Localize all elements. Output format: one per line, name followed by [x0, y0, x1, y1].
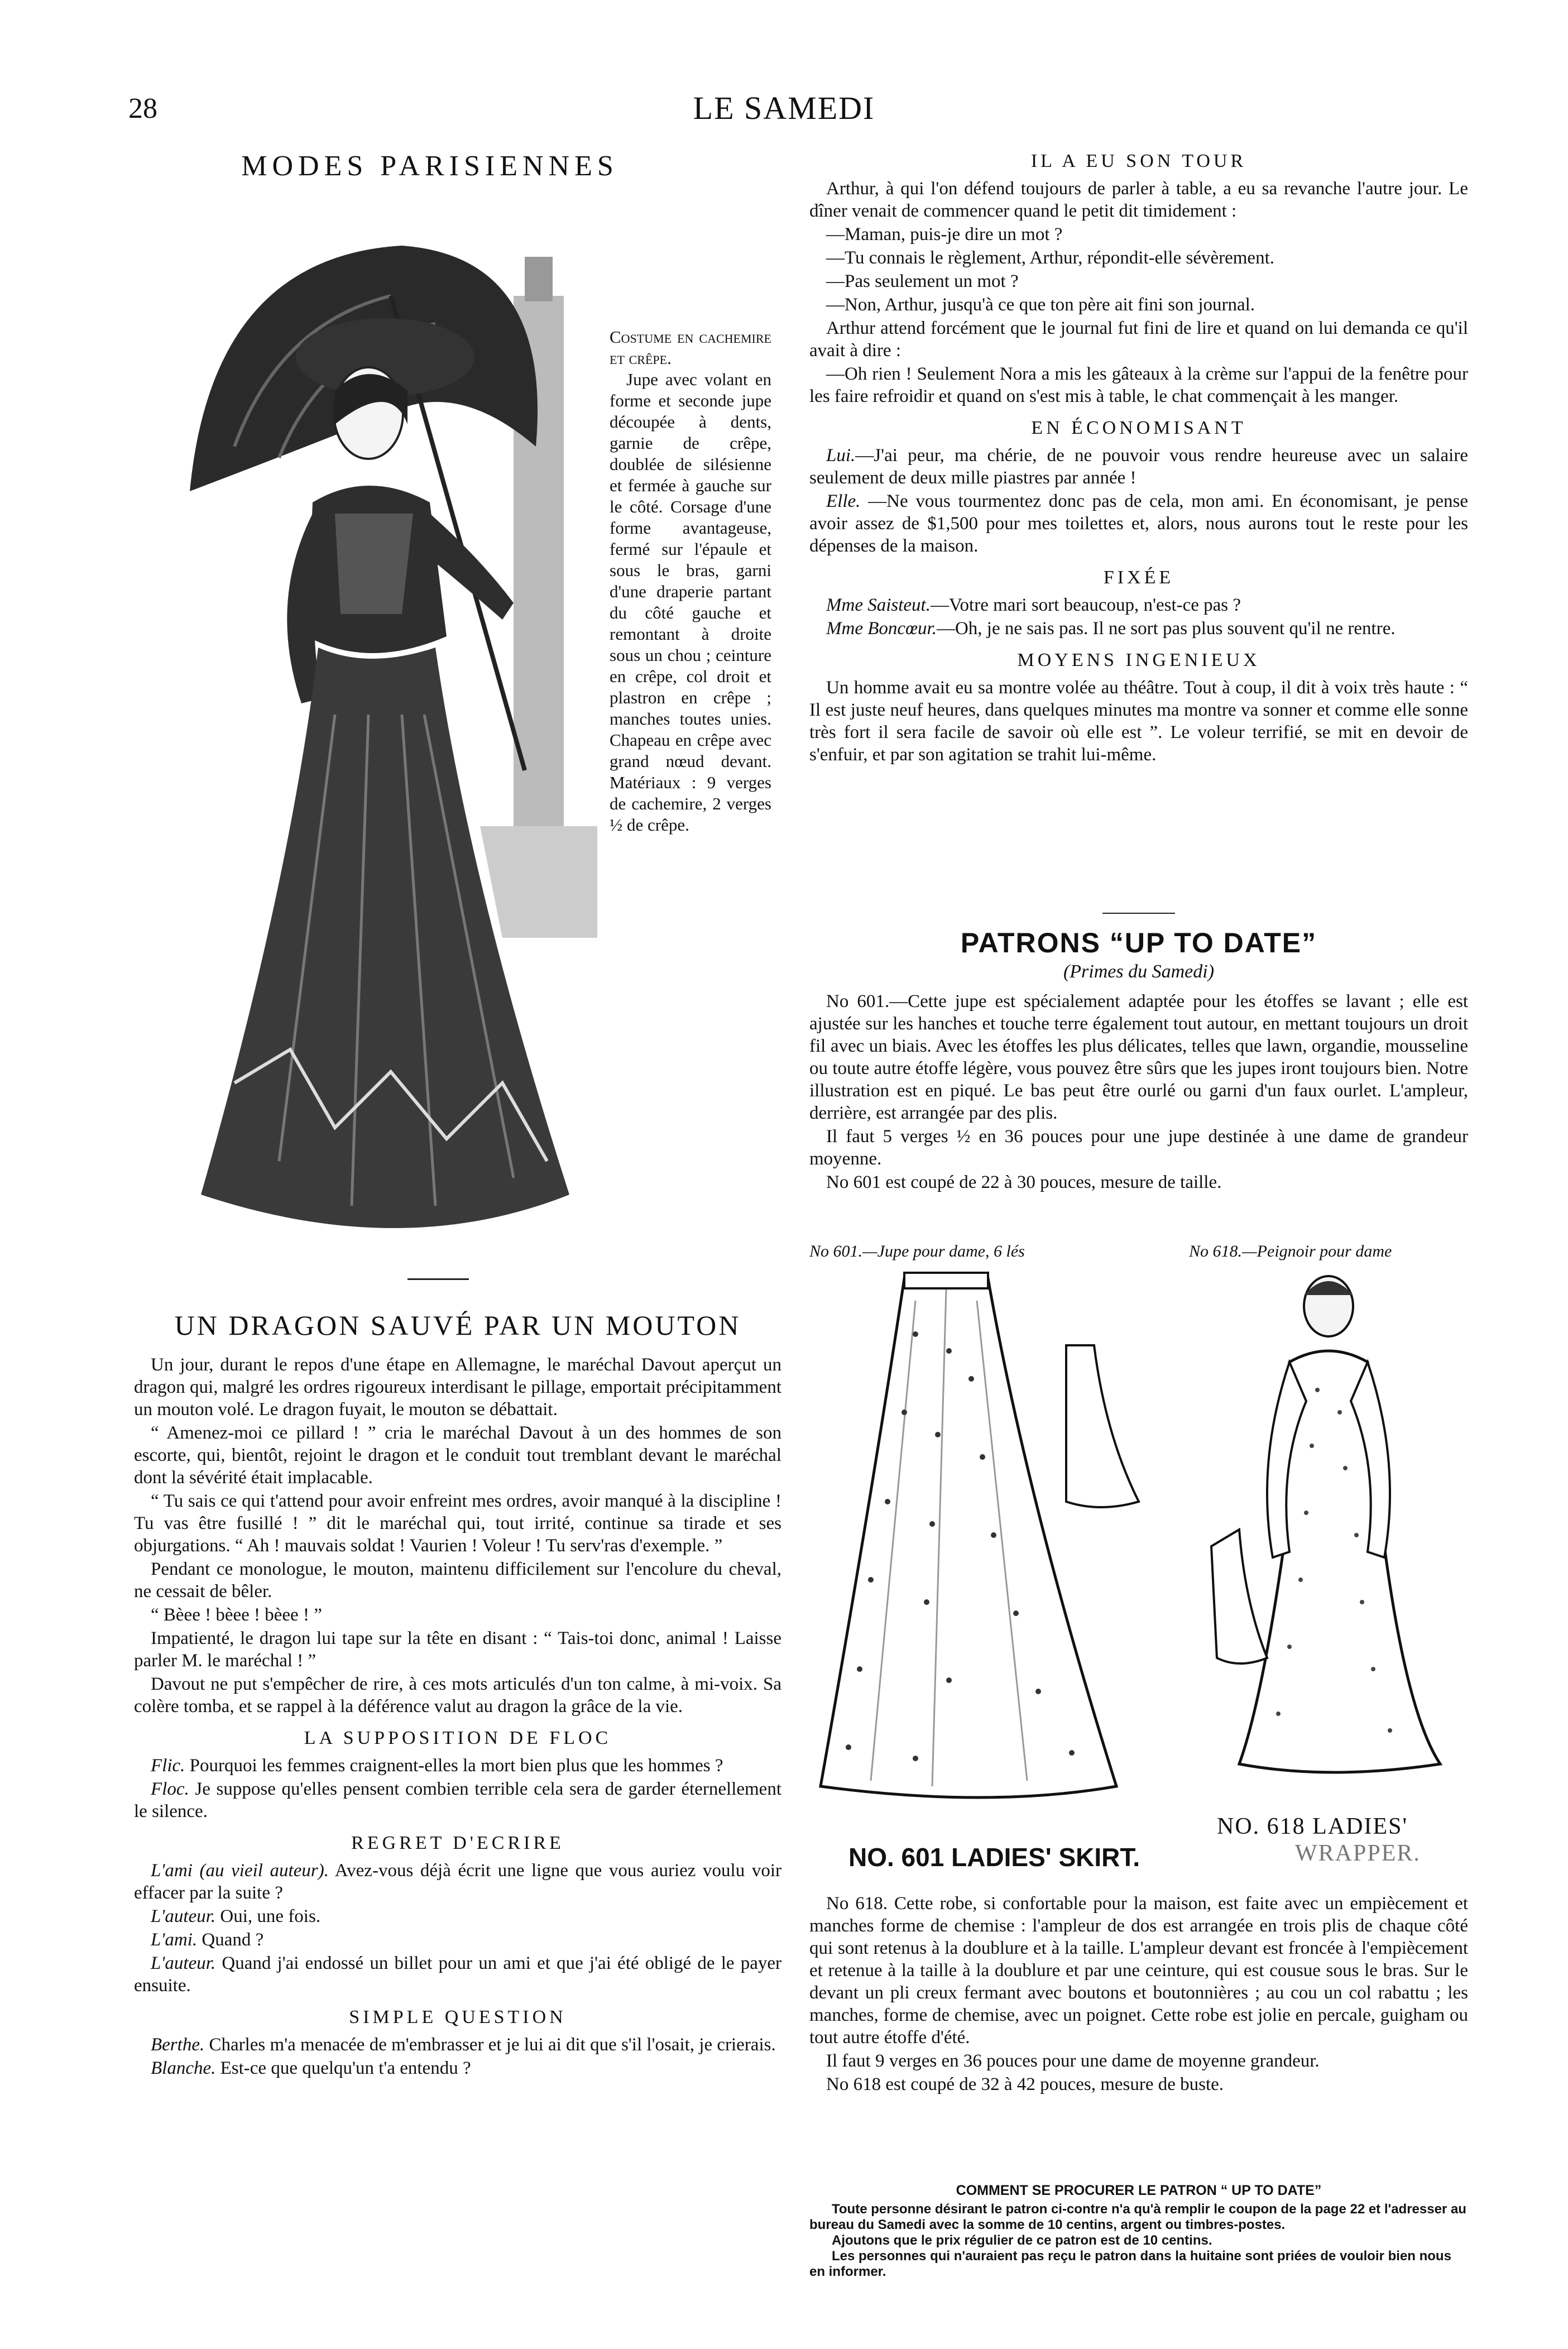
speaker: Flic.: [151, 1756, 185, 1776]
speaker: L'auteur.: [151, 1953, 216, 1973]
modes-desc-heading: Costume en cachemire et crêpe.: [610, 327, 771, 368]
simple-title: SIMPLE QUESTION: [349, 2007, 567, 2027]
line-text: —Votre mari sort beaucoup, n'est-ce pas ?: [930, 595, 1241, 615]
son-tour-paragraph: Arthur attend forcément que le journal fut fini de lire et quand on lui demanda ce qu'il avait à dire :: [809, 318, 1468, 361]
line-text: Charles m'a menacée de m'embrasser et je lui ai dit que s'il l'osait, je crierais.: [209, 2035, 776, 2055]
label-618-line2: WRAPPER.: [1295, 1840, 1421, 1866]
floc-title: LA SUPPOSITION DE FLOC: [304, 1728, 612, 1748]
page-number: 28: [128, 93, 157, 124]
modes-title: MODES PARISIENNES: [241, 150, 618, 182]
economisant-title: EN ÉCONOMISANT: [1031, 418, 1246, 438]
speaker: Mme Boncœur.: [826, 619, 937, 639]
dragon-paragraph: Davout ne put s'empêcher de rire, à ces mots articulés d'un ton calme, à mi-voix. Sa colère tomba, et se rappel à la déférence valut au dragon la grâce de la vie.: [134, 1674, 781, 1717]
dragon-paragraph: “ Amenez-moi ce pillard ! ” cria le maréchal Davout à un des hommes de son escorte, qui, bientôt, rejoint le dragon et le conduit tout tremblant devant le maréchal dont la sévérité était implacable.: [134, 1423, 781, 1488]
modes-desc-body: Jupe avec volant en forme et seconde jupe découpée à dents, garnie de crêpe, doublée de silésienne et fermée à gauche sur le côté. Corsage d'une forme avantageuse, fermé sur l'épaule et sous le bras, garni d'une draperie partant du côté gauche et remontant à droite sous un chou ; ceinture en crêpe, col droit et plastron en crêpe ; manches toutes unies. Chapeau en crêpe avec grand nœud devant. Matériaux : 9 verges de cachemire, 2 verges ½ de crêpe.: [610, 370, 771, 835]
speaker: Lui.: [826, 445, 856, 466]
notice-line: Toute personne désirant le patron ci-contre n'a qu'à remplir le coupon de la page 22 et l'adresser au bureau du Samedi avec la somme de 10 centins, argent ou timbres-postes.: [809, 2202, 1466, 2232]
p601-paragraph: No 601 est coupé de 22 à 30 pouces, mesure de taille.: [826, 1172, 1222, 1192]
dragon-paragraph: Impatienté, le dragon lui tape sur la tête en disant : “ Tais-toi donc, animal ! Laisse parler M. le maréchal ! ”: [134, 1628, 781, 1671]
wrapper-illustration: [1206, 1267, 1468, 1781]
speaker: L'ami (au vieil auteur).: [151, 1861, 329, 1881]
p618-section: [809, 1892, 1468, 2097]
son-tour-paragraph: —Pas seulement un mot ?: [826, 271, 1019, 291]
fashion-illustration: [167, 212, 597, 1273]
p618-paragraph: No 618. Cette robe, si confortable pour la maison, est faite avec un empiècement et manches forme de chemise : l'ampleur de dos est arrangée en trois plis de chaque côté qui sont retenus à la doublure et à la taille. L'ampleur devant est froncée à l'empiècement et retenue à la taille à la doublure et par une ceinture, qui est cousue sous le bras. Sur le devant un pli creux fermant avec boutons et boutonnières ; au cou un col rabattu ; les manches, forme de chemise, avec un poignet. Cette robe est jolie en percale, guigham ou tout autre étoffe d'été.: [809, 1893, 1468, 2048]
speaker: Floc.: [151, 1779, 189, 1799]
divider: [407, 1278, 469, 1280]
dragon-paragraph: “ Tu sais ce qui t'attend pour avoir enfreint mes ordres, avoir manqué à la discipline ! Tu vas être fusillé ! ” dit le maréchal qui, tout irrité, continue sa tirade et ses objurgations. “ Ah ! mauvais soldat ! Vaurien ! Voleur ! Tu serv'ras d'exemple. ”: [134, 1491, 781, 1556]
label-618: [1217, 1813, 1468, 1867]
skirt-illustration: [804, 1267, 1195, 1814]
son-tour-paragraph: —Non, Arthur, jusqu'à ce que ton père ait fini son journal.: [826, 295, 1255, 315]
son-tour-title: IL A EU SON TOUR: [1030, 151, 1247, 171]
dragon-paragraph: “ Bèee ! bèee ! bèee ! ”: [151, 1605, 322, 1625]
p601-paragraph: No 601.—Cette jupe est spécialement adaptée pour les étoffes se lavant ; elle est ajustée sur les hanches et touche terre également tout autour, en mettant toujours un droit fil avec un biais. Avec les étoffes les plus délicates, telles que lawn, organdie, mousseline ou toute autre étoffe légère, vous pouvez être sûrs que les jupes iront toujours bien. Notre illustration est en piqué. Le bas peut être ourlé ou garni d'un faux ourlet. L'ampleur, derrière, est arrangée par des plis.: [809, 991, 1468, 1123]
speaker: L'ami.: [151, 1930, 198, 1950]
p618-paragraph: Il faut 9 verges en 36 pouces pour une dame de moyenne grandeur.: [826, 2051, 1320, 2071]
modes-description: [610, 327, 771, 836]
speaker: Blanche.: [151, 2058, 216, 2078]
skirt-image: [804, 1267, 1195, 1814]
notice-line: Les personnes qui n'auraient pas reçu le patron dans la huitaine sont priées de vouloir bien nous en informer.: [809, 2249, 1451, 2279]
line-text: —J'ai peur, ma chérie, de ne pouvoir vous rendre heureuse avec un salaire seulement de deux mille piastres par année !: [809, 445, 1468, 488]
line-text: Pourquoi les femmes craignent-elles la mort bien plus que les hommes ?: [189, 1756, 723, 1776]
wrapper-image: [1206, 1267, 1468, 1781]
p601-paragraph: Il faut 5 verges ½ en 36 pouces pour une jupe destinée à une dame de grandeur moyenne.: [809, 1126, 1468, 1169]
line-text: —Ne vous tourmentez donc pas de cela, mon ami. En économisant, je pense avoir assez de $1,500 pour mes toilettes et, alors, nous aurons tout le reste pour les dépenses de la maison.: [809, 491, 1469, 556]
fixee-title: FIXÉE: [1103, 567, 1174, 588]
caption-618: No 618.—Peignoir pour dame: [1189, 1242, 1392, 1260]
woman-parasol-image: [167, 212, 597, 1273]
regret-title: REGRET D'ECRIRE: [351, 1833, 564, 1853]
speaker: Elle.: [826, 491, 861, 511]
dragon-section: [134, 1309, 781, 2080]
line-text: Est-ce que quelqu'un t'a entendu ?: [220, 2058, 471, 2078]
label-601: NO. 601 LADIES' SKIRT.: [848, 1843, 1140, 1872]
label-618-line1: NO. 618 LADIES': [1217, 1814, 1408, 1839]
son-tour-paragraph: —Maman, puis-je dire un mot ?: [826, 224, 1063, 245]
son-tour-paragraph: —Oh rien ! Seulement Nora a mis les gâteaux à la crème sur l'appui de la fenêtre pour les faire refroidir et quand on s'est mis à table, le chat commençait à les manger.: [809, 364, 1468, 406]
p618-paragraph: No 618 est coupé de 32 à 42 pouces, mesure de buste.: [826, 2074, 1224, 2094]
dragon-paragraph: Un jour, durant le repos d'une étape en Allemagne, le maréchal Davout aperçut un dragon qui, malgré les ordres rigoureux interdisant le pillage, emportait précipitamment un mouton volé. Le dragon fuyait, le mouton se débattait.: [134, 1355, 781, 1420]
moyens-text: Un homme avait eu sa montre volée au théâtre. Tout à coup, il dit à voix très haute : “ Il est juste neuf heures, dans quelques minutes ma montre va sonner et comme elle sonne très fort il sera facile de savoir où elle est ”. Le voleur terrifié, se mit en devoir de s'enfuir, et par son agitation se trahit lui-même.: [809, 678, 1468, 765]
line-text: Je suppose qu'elles pensent combien terrible cela sera de garder éternellement le silence.: [134, 1779, 781, 1821]
son-tour-paragraph: Arthur, à qui l'on défend toujours de parler à table, a eu sa revanche l'autre jour. Le dîner venait de commencer quand le petit dit timidement :: [809, 179, 1468, 221]
moyens-title: MOYENS INGENIEUX: [1017, 650, 1260, 670]
dragon-paragraph: Pendant ce monologue, le mouton, maintenu difficilement sur l'encolure du cheval, ne cessait de bêler.: [134, 1559, 781, 1602]
order-notice: [809, 2183, 1468, 2280]
patrons-section: [809, 927, 1468, 1195]
masthead: LE SAMEDI: [693, 90, 875, 126]
notice-title: COMMENT SE PROCURER LE PATRON “ UP TO DATE”: [956, 2183, 1322, 2198]
son-tour-paragraph: —Tu connais le règlement, Arthur, répondit-elle sévèrement.: [826, 248, 1274, 268]
caption-601: No 601.—Jupe pour dame, 6 lés: [809, 1242, 1025, 1260]
line-text: Quand ?: [202, 1930, 264, 1950]
divider: [1102, 913, 1175, 914]
speaker: Mme Saisteut.: [826, 595, 931, 615]
line-text: Quand j'ai endossé un billet pour un ami et que j'ai été obligé de le payer ensuite.: [134, 1953, 782, 1996]
patrons-subtitle: (Primes du Samedi): [1063, 961, 1215, 982]
speaker: L'auteur.: [151, 1906, 216, 1926]
line-text: Oui, une fois.: [220, 1906, 321, 1926]
speaker: Berthe.: [151, 2035, 205, 2055]
patrons-title: PATRONS “UP TO DATE”: [960, 927, 1317, 958]
dragon-title: UN DRAGON SAUVÉ PAR UN MOUTON: [174, 1310, 741, 1341]
line-text: —Oh, je ne sais pas. Il ne sort pas plus souvent qu'il ne rentre.: [936, 619, 1396, 639]
notice-line: Ajoutons que le prix régulier de ce patron est de 10 centins.: [832, 2233, 1212, 2248]
right-column-upper: [809, 151, 1468, 767]
line-text: Avez-vous déjà écrit une ligne que vous auriez voulu voir effacer par la suite ?: [134, 1861, 781, 1903]
